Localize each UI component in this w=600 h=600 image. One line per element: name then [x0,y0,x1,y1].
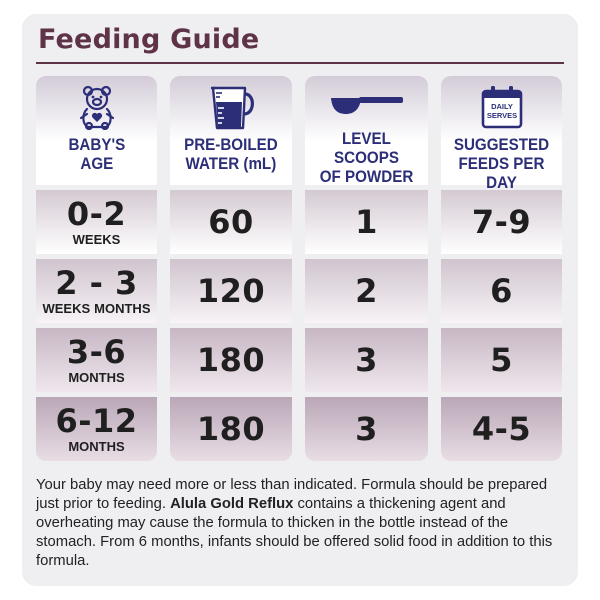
calendar-icon-text: SERVES [486,111,517,120]
calendar-icon-text: DAILY [490,102,513,111]
scoops-cell: 3 [305,397,428,461]
column-header-water [170,76,292,185]
column-header-label: BABY'S AGE [68,136,125,173]
feeds-cell: 5 [441,328,562,392]
column-header-feeds [441,76,562,192]
age-cell: 6-12 MONTHS [36,397,157,461]
feeds-cell: 7-9 [441,190,562,254]
teddy-bear-icon [69,84,125,130]
column-header-label: SUGGESTED FEEDS PER DAY [453,136,550,192]
water-cell: 180 [170,328,292,392]
measuring-jug-icon [203,84,259,130]
feeds-cell: 4-5 [441,397,562,461]
water-cell: 120 [170,259,292,323]
title-divider [36,62,564,64]
feeding-guide-card [22,14,578,586]
feeding-note: Your baby may need more or less than indicated. Formula should be prepared just prior to feeding. Alula Gold Reflux contains a thickening agent and overheating may cause the formula to thicken in the bottle instead of the stomach. From 6 months, infants should be offered solid food in addition to this formula. [36,477,553,569]
age-cell: 3-6 MONTHS [36,328,157,392]
scoops-cell: 1 [305,190,428,254]
age-cell: 2 - 3 WEEKS MONTHS [36,259,157,323]
water-cell: 60 [170,190,292,254]
product-name: Alula Gold Reflux [170,496,294,512]
column-header-scoops [305,76,428,185]
scoop-icon [327,84,407,124]
age-cell: 0-2 WEEKS [36,190,157,254]
column-header-label: PRE-BOILED WATER (mL) [184,136,278,173]
scoops-cell: 3 [305,328,428,392]
water-cell: 180 [170,397,292,461]
column-header-age [36,76,157,185]
column-header-label: LEVEL SCOOPS OF POWDER [319,130,414,186]
feeding-table [36,76,562,461]
scoops-cell: 2 [305,259,428,323]
page-title: Feeding Guide [38,24,260,55]
feeds-cell: 6 [441,259,562,323]
calendar-icon [474,84,530,130]
